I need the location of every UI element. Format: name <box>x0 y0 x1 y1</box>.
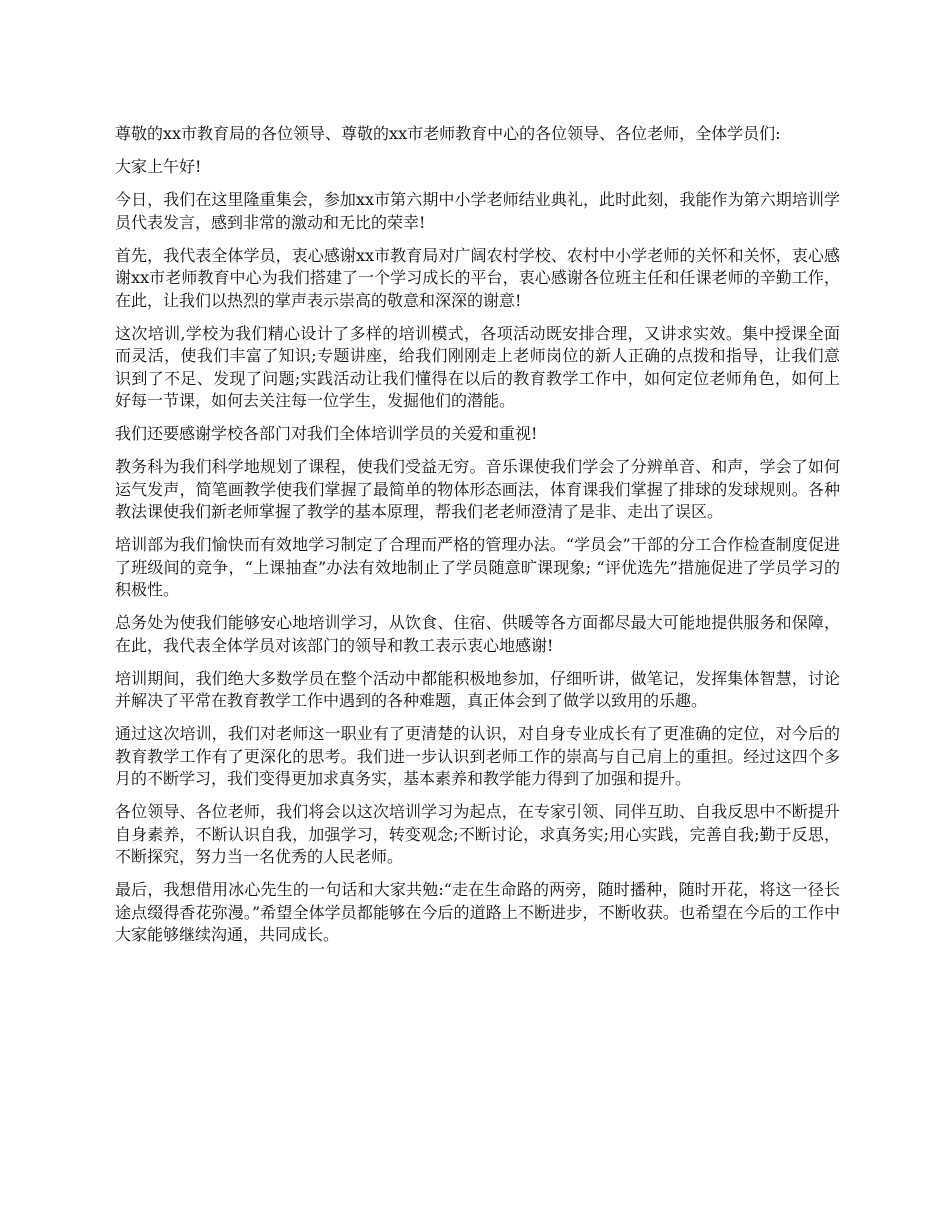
paragraph-reflection: 通过这次培训，我们对老师这一职业有了更清楚的认识，对自身专业成长有了更准确的定位，对今后的教育教学工作有了更深化的思考。我们进一步认识到老师工作的崇高与自己肩上的重担。经过这四个多月的不断学习，我们变得更加求真务实，基本素养和教学能力得到了加强和提升。 <box>115 724 840 788</box>
paragraph-thanks-departments: 我们还要感谢学校各部门对我们全体培训学员的关爱和重视! <box>115 424 538 443</box>
paragraph-commitment: 各位领导、各位老师，我们将会以这次培训学习为起点，在专家引领、同伴互助、自我反思中不断提升自身素养，不断认识自我，加强学习，转变观念;不断讨论，求真务实;用心实践，完善自我;勤于反思，不断探究，努力当一名优秀的人民老师。 <box>115 802 840 866</box>
paragraph-salutation: 尊敬的xx市教育局的各位领导、尊敬的xx市老师教育中心的各位领导、各位老师，全体学员们: <box>115 124 781 143</box>
paragraph-closing: 最后，我想借用冰心先生的一句话和大家共勉:“走在生命路的两旁，随时播种，随时开花，将这一径长途点缀得香花弥漫。”希望全体学员都能够在今后的道路上不断进步，不断收获。也希望在今后的工作中大家能够继续沟通，共同成长。 <box>115 880 840 944</box>
paragraph-participation: 培训期间，我们绝大多数学员在整个活动中都能积极地参加，仔细听讲，做笔记，发挥集体智慧，讨论并解决了平常在教育教学工作中遇到的各种难题，真正体会到了做学以致用的乐趣。 <box>115 668 840 710</box>
paragraph-greeting: 大家上午好! <box>115 157 202 176</box>
paragraph-academic-affairs: 教务科为我们科学地规划了课程，使我们受益无穷。音乐课使我们学会了分辨单音、和声，学会了如何运气发声，简笔画教学使我们掌握了最简单的物体形态画法，体育课我们掌握了排球的发球规则。各种教法课使我们新老师掌握了教学的基本原理，帮我们老老师澄清了是非、走出了误区。 <box>115 457 840 521</box>
paragraph-opening: 今日，我们在这里隆重集会，参加xx市第六期中小学老师结业典礼，此时此刻，我能作为第六期培训学员代表发言，感到非常的激动和无比的荣幸! <box>115 190 840 232</box>
paragraph-training-modes: 这次培训,学校为我们精心设计了多样的培训模式，各项活动既安排合理，又讲求实效。集中授课全面而灵活，使我们丰富了知识;专题讲座，给我们刚刚走上老师岗位的新人正确的点拨和指导，让我们意识到了不足、发现了问题;实践活动让我们懂得在以后的教育教学工作中，如何定位老师角色，如何上好每一节课，如何去关注每一位学生，发掘他们的潜能。 <box>115 323 840 410</box>
paragraph-thanks-bureau: 首先，我代表全体学员，衷心感谢xx市教育局对广阔农村学校、农村中小学老师的关怀和关怀，衷心感谢xx市老师教育中心为我们搭建了一个学习成长的平台，衷心感谢各位班主任和任课老师的辛勤工作，在此，让我们以热烈的掌声表示崇高的敬意和深深的谢意! <box>115 245 840 310</box>
speech-body <box>115 123 840 957</box>
paragraph-training-department: 培训部为我们愉快而有效地学习制定了合理而严格的管理办法。“学员会”干部的分工合作检查制度促进了班级间的竞争，“上课抽查”办法有效地制止了学员随意旷课现象; “评优选先”措施促进了学员学习的积极性。 <box>115 535 840 599</box>
paragraph-general-affairs: 总务处为使我们能够安心地培训学习，从饮食、住宿、供暖等各方面都尽最大可能地提供服务和保障，在此，我代表全体学员对该部门的领导和教工表示衷心地感谢! <box>115 613 840 655</box>
